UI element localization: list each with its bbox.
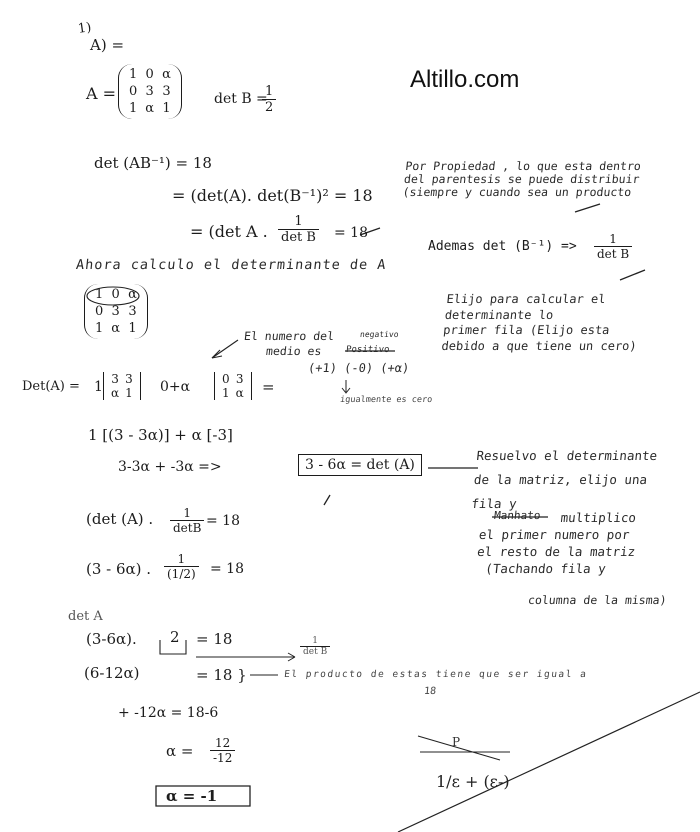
minor-1-cell: 3	[111, 372, 119, 386]
note-numero-line2: medio es	[265, 344, 323, 358]
step-c-fraction	[170, 506, 204, 535]
note-elijo	[441, 292, 643, 354]
scribble-bottom: 1/ε + (ε-)	[436, 772, 510, 791]
det-a-coef-2: 0+α	[160, 379, 191, 395]
exercise-number: 1)	[77, 20, 93, 37]
note-line: multiplico	[559, 510, 637, 525]
note-resuelvo-2	[474, 510, 639, 578]
final-answer: α = -1	[166, 787, 218, 805]
step-e-arrow-fraction	[300, 636, 330, 657]
step-b-box: 3 - 6α = det (A)	[298, 454, 422, 476]
step-d-fraction	[164, 552, 199, 581]
note-line: Por Propiedad , lo que esta dentro	[404, 159, 642, 173]
minor-2	[214, 372, 252, 400]
note-numero-struck: Positivo	[345, 345, 390, 355]
matrix-a-cell: α	[145, 101, 155, 116]
ademas-text: Ademas det (B⁻¹) =>	[428, 239, 577, 254]
step-b: 3-3α + -3α =>	[118, 459, 222, 475]
step-h-fraction	[210, 736, 235, 765]
det-a-coef-1: 1	[94, 379, 103, 395]
step-h-num: 12	[210, 736, 235, 751]
det-b-den: 2	[265, 100, 274, 115]
step-c-den: detB	[173, 521, 202, 535]
small-matrix-cell: α	[111, 321, 121, 336]
note-resuelvo-last: columna de la misma)	[527, 593, 668, 607]
note-line: del parentesis se puede distribuir	[403, 172, 641, 187]
minor-1-cell: 1	[125, 386, 133, 400]
minor-1-cell: 3	[125, 372, 133, 386]
small-matrix-cell: 0	[95, 304, 104, 319]
det-b-fraction	[262, 84, 276, 115]
step-a: 1 [(3 - 3α)] + α [-3]	[88, 426, 233, 444]
note-line: fila y	[470, 495, 518, 511]
small-matrix	[84, 284, 148, 339]
matrix-a-cell: 3	[145, 84, 154, 99]
note-line: el resto de la matriz	[476, 543, 637, 559]
note-line: Resuelvo el determinante	[475, 448, 658, 463]
note-igualmente: igualmente es cero	[339, 395, 433, 405]
matrix-a	[118, 64, 182, 119]
minor-1-cell: α	[111, 386, 120, 400]
note-productos-value: 18	[423, 686, 437, 697]
step-d-num: 1	[164, 552, 199, 567]
step-d-left: (3 - 6α) .	[86, 560, 152, 578]
note-struck-word: Manhato	[493, 509, 542, 522]
minor-2-cell: 1	[222, 386, 230, 400]
step-h-den: -12	[213, 751, 233, 765]
step-g: + -12α = 18-6	[118, 705, 219, 721]
step-d-den: (1/2)	[167, 567, 196, 581]
note-line: (Tachando fila y	[484, 560, 607, 576]
matrix-a-cell: 1	[162, 101, 171, 116]
matrix-a-cell: 1	[129, 101, 138, 116]
step-e-label: det A	[68, 609, 103, 624]
ademas-den: det B	[597, 247, 630, 261]
matrix-a-cell: 0	[145, 67, 154, 82]
step-e-mid: 2	[170, 628, 180, 646]
step-h-left: α =	[166, 742, 194, 760]
step-f-right: = 18 }	[196, 666, 247, 684]
step-c-left: (det (A) .	[86, 510, 154, 528]
matrix-a-cell: 1	[129, 67, 138, 82]
note-numero-line1: El numero del	[243, 329, 335, 343]
note-line: primer fila (Elijo esta	[442, 323, 611, 338]
step-e-arrow-den: det B	[303, 647, 328, 657]
equation-2: = (det(A). det(B⁻¹)² = 18	[172, 186, 373, 205]
note-line: (siempre y cuando sea un producto	[401, 185, 632, 200]
ahora-text: Ahora calculo el determinante de A	[75, 257, 388, 273]
note-line: debido a que tiene un cero)	[440, 338, 638, 353]
small-matrix-cell: 3	[128, 304, 137, 319]
equation-3-left: = (det A .	[190, 222, 268, 241]
det-a-label: Det(A) =	[22, 379, 80, 394]
small-matrix-cell: 0	[111, 287, 120, 302]
equation-1: det (AB⁻¹) = 18	[94, 154, 212, 172]
step-e-arrow-num: 1	[300, 636, 330, 647]
note-numero-above: negativo	[359, 330, 400, 339]
ademas-fraction	[594, 232, 632, 261]
small-matrix-cell: 3	[111, 304, 120, 319]
ademas-num: 1	[594, 232, 632, 247]
note-line: de la matriz, elijo una	[473, 471, 648, 487]
det-b-label: det B =	[214, 91, 268, 107]
step-c-right: = 18	[206, 513, 240, 529]
matrix-a-cell: 0	[129, 84, 138, 99]
step-d-right: = 18	[210, 561, 244, 577]
minor-2-cell: 3	[235, 372, 244, 386]
small-matrix-cell: α	[128, 287, 137, 302]
eq3-den: det B	[281, 230, 316, 245]
step-c-num: 1	[170, 506, 204, 521]
minor-2-cell: 0	[222, 372, 230, 386]
small-matrix-cell: 1	[95, 321, 104, 336]
note-resuelvo	[470, 444, 658, 515]
small-matrix-cell: 1	[95, 287, 104, 302]
eq3-num: 1	[278, 214, 319, 230]
minor-1	[103, 372, 141, 400]
equation-3-right: = 18	[334, 225, 368, 241]
step-e-right: = 18	[196, 630, 233, 648]
small-matrix-cell: 1	[128, 321, 137, 336]
matrix-a-cell: 3	[162, 84, 171, 99]
step-f-left: (6-12α)	[84, 664, 140, 682]
note-propiedad	[402, 160, 642, 200]
step-e-left: (3-6α).	[86, 630, 137, 648]
note-line: determinante lo	[444, 307, 555, 322]
watermark: Altillo.com	[410, 66, 520, 93]
note-line: Elijo para calcular el	[445, 292, 607, 306]
equation-3-fraction	[278, 214, 319, 245]
minor-2-cell: α	[235, 386, 244, 400]
part-label: A) =	[90, 36, 125, 54]
matrix-a-label: A =	[86, 84, 117, 103]
scribble-p: P	[452, 735, 461, 749]
matrix-a-cell: α	[162, 67, 171, 82]
det-a-equals: =	[262, 378, 275, 396]
note-line: el primer numero por	[478, 526, 631, 542]
det-b-num: 1	[262, 84, 276, 100]
signs-text: (+1) (-0) (+α)	[307, 361, 410, 375]
note-productos: El producto de estas tiene que ser igual a	[283, 669, 588, 680]
